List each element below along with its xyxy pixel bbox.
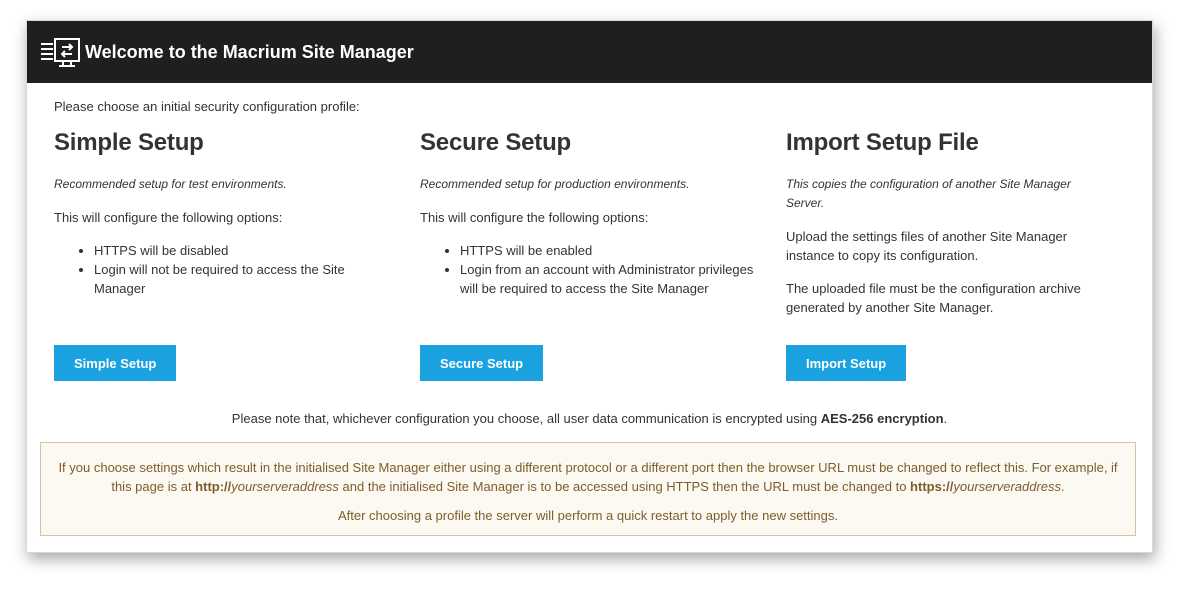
list-item: • HTTPS will be enabled — [460, 241, 760, 260]
import-setup-heading: Import Setup File — [786, 129, 979, 156]
import-setup-column — [786, 129, 1126, 317]
site-manager-logo-icon — [39, 35, 85, 69]
import-setup-paragraph-2: The uploaded file must be the configuration archive generated by another Site Manager. — [786, 281, 1081, 315]
simple-setup-button[interactable]: Simple Setup — [54, 345, 176, 381]
secure-setup-heading: Secure Setup — [420, 129, 571, 156]
warning-alert — [40, 442, 1136, 536]
alert-text: . — [1061, 479, 1065, 494]
import-setup-button[interactable]: Import Setup — [786, 345, 906, 381]
alert-paragraph-1 — [55, 458, 1121, 496]
intro-text: Please choose an initial security configuration profile: — [54, 99, 360, 114]
alert-url-protocol: https:// — [910, 479, 954, 494]
alert-text: If you choose settings which result in the initialised Site Manager either using a different protocol or a different port then the browser URL must be changed to reflect this. For example, if this page is at — [58, 460, 1118, 494]
alert-url-host: yourserveraddress — [953, 479, 1062, 494]
secure-setup-button[interactable]: Secure Setup — [420, 345, 543, 381]
title-bar — [27, 21, 1152, 83]
import-setup-paragraph-1: Upload the settings files of another Site Manager instance to copy its configuration. — [786, 229, 1068, 263]
secure-setup-description: This will configure the following options: — [420, 210, 649, 225]
alert-text: and the initialised Site Manager is to be accessed using HTTPS then the URL must be changed to — [338, 479, 911, 494]
simple-setup-recommendation: Recommended setup for test environments. — [54, 177, 287, 191]
list-item: • Login from an account with Administrator privileges will be required to access the Site Manager — [460, 260, 760, 298]
encryption-note-text: Please note that, whichever configuration you choose, all user data communication is encrypted using — [231, 411, 821, 426]
simple-setup-options — [54, 241, 394, 298]
encryption-note-bold: AES-256 encryption — [820, 411, 944, 426]
simple-setup-column — [54, 129, 394, 298]
secure-setup-options — [420, 241, 760, 298]
import-setup-recommendation: This copies the configuration of another Site Manager Server. — [786, 177, 1071, 210]
encryption-note — [27, 411, 1152, 426]
simple-setup-description: This will configure the following options: — [54, 210, 283, 225]
alert-paragraph-2: After choosing a profile the server will perform a quick restart to apply the new settings. — [337, 508, 838, 523]
simple-setup-heading: Simple Setup — [54, 129, 204, 156]
list-item: • Login will not be required to access the Site Manager — [94, 260, 394, 298]
list-item: • HTTPS will be disabled — [94, 241, 394, 260]
alert-url-protocol: http:// — [195, 479, 232, 494]
setup-window — [26, 20, 1153, 553]
secure-setup-recommendation: Recommended setup for production environments. — [420, 177, 690, 191]
secure-setup-column — [420, 129, 760, 298]
alert-url-host: yourserveraddress — [231, 479, 339, 494]
encryption-note-end: . — [943, 411, 948, 426]
window-title: Welcome to the Macrium Site Manager — [85, 41, 414, 62]
